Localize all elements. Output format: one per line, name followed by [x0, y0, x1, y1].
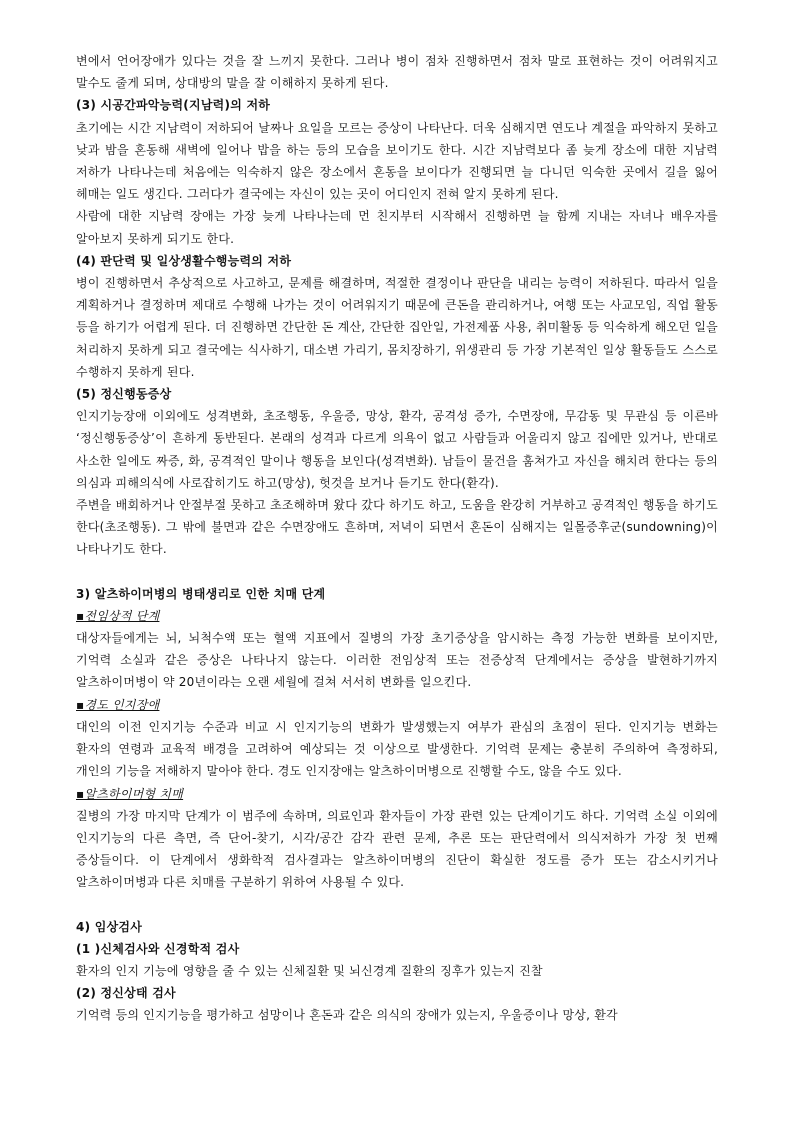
paragraph-physical-exam: 환자의 인지 기능에 영향을 줄 수 있는 신체질환 및 뇌신경계 질환의 징후가 있는지 진찰 [76, 963, 543, 978]
paragraph-agitation: 주변을 배회하거나 안절부절 못하고 초조해하며 왔다 갔다 하기도 하고, 도움을 완강히 거부하고 공격적인 행동을 하기도 한다(초조행동). 그 밖에 불면과 같은 수면장애도 흔하며, 저녁이 되면서 혼돈이 심해지는 일몰증후군(sundowning)이 나타나기도 한다. [76, 498, 718, 557]
heading-clinical-tests: 4) 임상검사 [76, 919, 143, 934]
paragraph-mental-status: 기억력 등의 인지기능을 평가하고 섬망이나 혼돈과 같은 의식의 장애가 있는지, 우울증이나 망상, 환각 [76, 1008, 618, 1023]
paragraph-bpsd: 인지기능장애 이외에도 성격변화, 초조행동, 우울증, 망상, 환각, 공격성 증가, 수면장애, 무감동 및 무관심 등 이른바 ‘정신행동증상’이 흔하게 동반된다. 본래의 성격과 다르게 의욕이 없고 사람들과 어울리지 않고 집에만 있거나, 반대로 사소한 일에도 짜증, 화, 공격적인 말이나 행동을 보인다(성격변화). 남들이 물건을 훔쳐가고 자신을 해치려 한다는 등의 의심과 피해의식에 사로잡히기도 하고(망상), 헛것을 보거나 듣기도 한다(환각). [76, 409, 718, 490]
paragraph-orientation-time-place: 초기에는 시간 지남력이 저하되어 날짜나 요일을 모르는 증상이 나타난다. 더욱 심해지면 연도나 계절을 파악하지 못하고 낮과 밤을 혼동해 새벽에 일어나 밥을 하는 등의 모습을 보이기도 한다. 시간 지남력보다 좀 늦게 장소에 대한 지남력 저하가 나타나는데 처음에는 익숙하지 않은 장소에서 혼동을 보이다가 진행되면 늘 다니던 익숙한 곳에서 길을 잃어 헤매는 일도 생긴다. 그러다가 결국에는 자신이 있는 곳이 어디인지 전혀 알지 못하게 된다. [76, 120, 718, 202]
subheading-mci: ▪경도 인지장애 [76, 697, 160, 712]
heading-physical-exam: (1 )신체검사와 신경학적 검사 [76, 941, 240, 956]
heading-bpsd: (5) 정신행동증상 [76, 387, 172, 402]
subheading-alzheimer-dementia: ▪알츠하이머형 치매 [76, 786, 184, 801]
heading-mental-status: (2) 정신상태 검사 [76, 986, 176, 1001]
paragraph-preclinical: 대상자들에게는 뇌, 뇌척수액 또는 혈액 지표에서 질병의 가장 초기증상을 암시하는 측정 가능한 변화를 보이지만, 기억력 소실과 같은 증상은 나타나지 않는다. 이러한 전임상적 또는 전증상적 단계에서는 증상을 발현하기까지 알츠하이머병이 약 20년이라는 오랜 세월에 걸쳐 서서히 변화를 일으킨다. [76, 631, 718, 690]
heading-stages: 3) 알츠하이머병의 병태생리로 인한 치매 단계 [76, 586, 326, 601]
paragraph-language-continued: 변에서 언어장애가 있다는 것을 잘 느끼지 못한다. 그러나 병이 점차 진행하면서 점차 말로 표현하는 것이 어려워지고 말수도 줄게 되며, 상대방의 말을 잘 이해하지 못하게 된다. [76, 54, 718, 91]
heading-judgment: (4) 판단력 및 일상생활수행능력의 저하 [76, 253, 292, 268]
section-gap [76, 894, 718, 916]
subheading-preclinical: ▪전임상적 단계 [76, 608, 160, 623]
heading-orientation: (3) 시공간파악능력(지남력)의 저하 [76, 98, 271, 113]
document-page [76, 50, 718, 1027]
paragraph-mci: 대인의 이전 인지기능 수준과 비교 시 인지기능의 변화가 발생했는지 여부가 관심의 초점이 된다. 인지기능 변화는 환자의 연령과 교육적 배경을 고려하여 예상되는 것 이상으로 발생한다. 기억력 문제는 충분히 주의하여 측정하되, 개인의 기능을 저해하지 말아야 한다. 경도 인지장애는 알츠하이머병으로 진행할 수도, 않을 수도 있다. [76, 719, 718, 779]
paragraph-judgment: 병이 진행하면서 추상적으로 사고하고, 문제를 해결하며, 적절한 결정이나 판단을 내리는 능력이 저하된다. 따라서 일을 계획하거나 결정하며 제대로 수행해 나가는 것이 어려워지기 때문에 큰돈을 관리하거나, 여행 또는 사교모임, 직업 활동 등을 하기가 어렵게 된다. 더 진행하면 간단한 돈 계산, 간단한 집안일, 가전제품 사용, 취미활동 등 익숙하게 해오던 일을 처리하지 못하게 되고 결국에는 식사하기, 대소변 가리기, 몸치장하기, 위생관리 등 가장 기본적인 일상 활동들도 스스로 수행하지 못하게 된다. [76, 276, 718, 379]
paragraph-alzheimer-dementia: 질병의 가장 마지막 단계가 이 범주에 속하며, 의료인과 환자들이 가장 관련 있는 단계이기도 하다. 기억력 소실 이외에 인지기능의 다른 측면, 즉 단어-찾기, 시각/공간 감각 관련 문제, 추론 또는 판단력에서 의식저하가 가장 첫 번째 증상들이다. 이 단계에서 생화학적 검사결과는 알츠하이머병의 진단이 확실한 정도를 증가 또는 감소시키거나 알츠하이머병과 다른 치매를 구분하기 위하여 사용될 수 있다. [76, 808, 718, 890]
section-gap [76, 561, 718, 583]
paragraph-orientation-person: 사람에 대한 지남력 장애는 가장 늦게 나타나는데 먼 친지부터 시작해서 진행하면 늘 함께 지내는 자녀나 배우자를 알아보지 못하게 되기도 한다. [76, 209, 718, 246]
